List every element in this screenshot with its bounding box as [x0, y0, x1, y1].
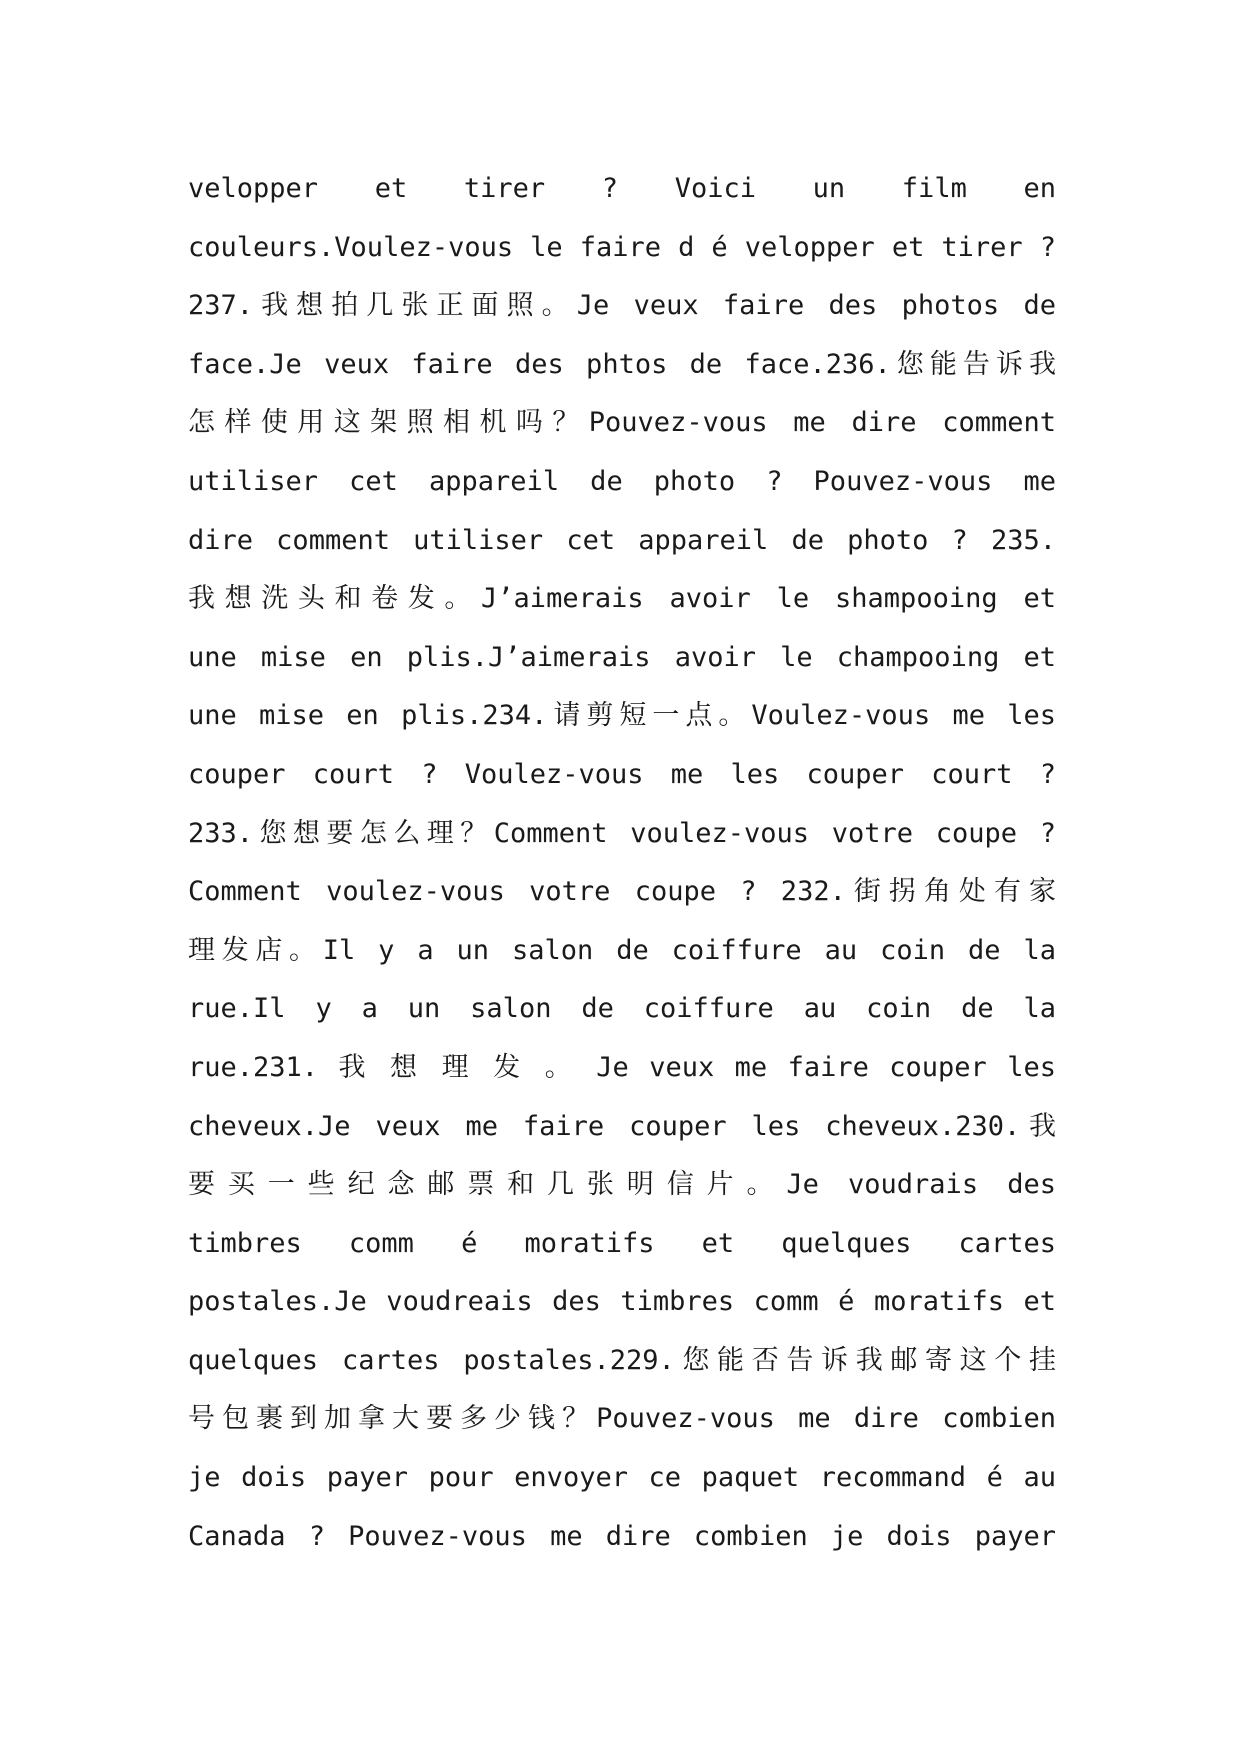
text-line: 我想洗头和卷发。J’aimerais avoir le shampooing et: [188, 583, 1056, 615]
text-line: velopper et tirer ? Voici un film en: [188, 173, 1056, 204]
text-line: couleurs.Voulez-vous le faire d é velopper et tirer ?: [188, 231, 1056, 263]
text-line: 要买一些纪念邮票和几张明信片。Je voudrais des: [188, 1169, 1056, 1201]
text-line: rue.231. 我 想 理 发 。 Je veux me faire couper les: [188, 1051, 1056, 1083]
text-line: cheveux.Je veux me faire couper les cheveux.230.我: [188, 1110, 1056, 1142]
text-line: couper court ? Voulez-vous me les couper court ?: [188, 758, 1056, 790]
body-text: [188, 160, 1056, 1566]
text-line: une mise en plis.J’aimerais avoir le champooing et: [188, 641, 1056, 673]
text-line: postales.Je voudreais des timbres comm é moratifs et: [188, 1286, 1056, 1318]
text-line: une mise en plis.234.请剪短一点。Voulez-vous me les: [188, 700, 1056, 732]
text-line: Canada ? Pouvez-vous me dire combien je dois payer: [188, 1520, 1056, 1552]
text-line: Comment voulez-vous votre coupe ? 232.街拐角处有家: [188, 876, 1056, 908]
text-line: 237.我想拍几张正面照。Je veux faire des photos de: [188, 290, 1056, 322]
text-line: 号包裹到加拿大要多少钱？Pouvez-vous me dire combien: [188, 1403, 1056, 1435]
text-line: 233.您想要怎么理？Comment voulez-vous votre coupe ?: [188, 817, 1056, 849]
text-line: utiliser cet appareil de photo ? Pouvez-vous me: [188, 465, 1056, 497]
text-line: face.Je veux faire des phtos de face.236.您能告诉我: [188, 348, 1056, 380]
text-line: timbres comm é moratifs et quelques cartes: [188, 1227, 1056, 1259]
text-line: 理发店。Il y a un salon de coiffure au coin de la: [188, 934, 1056, 966]
text-line: dire comment utiliser cet appareil de photo ? 235.: [188, 524, 1056, 556]
text-line: je dois payer pour envoyer ce paquet recommand é au: [188, 1462, 1056, 1494]
text-line: rue.Il y a un salon de coiffure au coin de la: [188, 993, 1056, 1025]
text-line: quelques cartes postales.229.您能否告诉我邮寄这个挂: [188, 1344, 1056, 1376]
text-line: 怎样使用这架照相机吗？Pouvez-vous me dire comment: [188, 407, 1056, 439]
